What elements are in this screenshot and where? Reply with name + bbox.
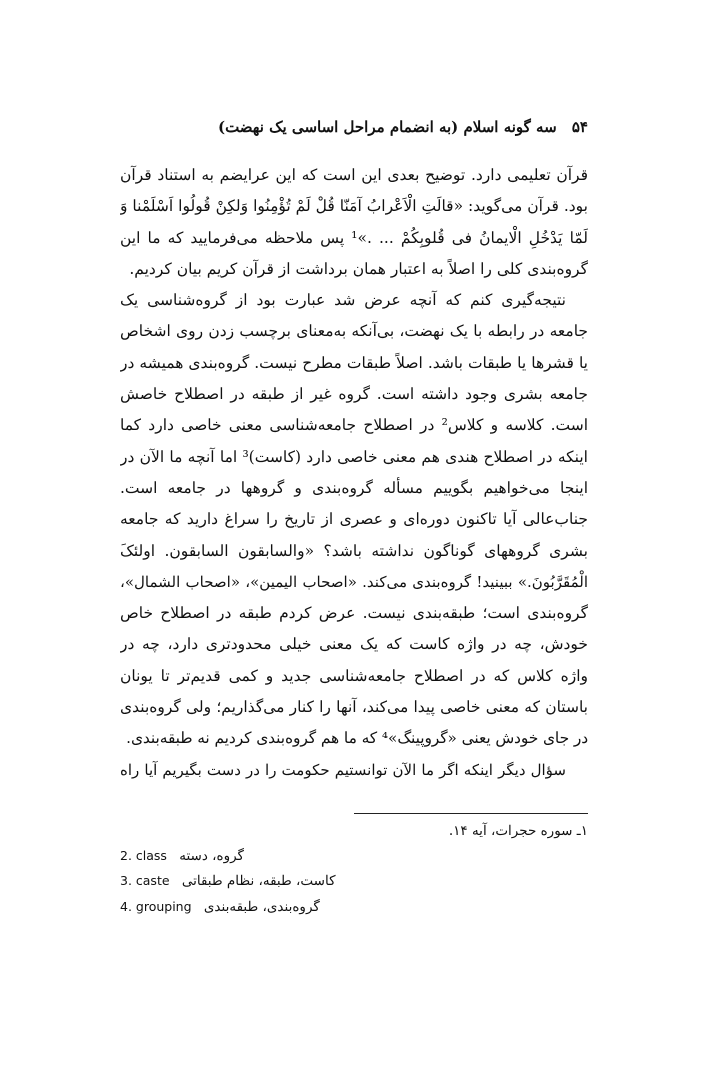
body-line: جامعه در رابطه با یک نهضت، بی‌آنکه به‌معنای برچسب زدن روی اشخاص — [120, 322, 588, 341]
footnote-1: ۱ـ سوره حجرات، آیه ۱۴. — [448, 823, 588, 839]
footnote-divider — [354, 813, 588, 814]
body-line: جامعه بشری وجود داشته است. گروه غیر از طبقه در اصطلاح خاصش — [120, 385, 588, 404]
footnote-3-translation: کاست، طبقه، نظام طبقاتی — [181, 873, 336, 889]
footnote-4 — [120, 896, 588, 918]
body-line: سؤال دیگر اینکه اگر ما الآن توانستیم حکومت را در دست بگیریم آیا راه — [120, 760, 566, 779]
body-line: در جای خودش یعنی «گروپینگ»⁴ که ما هم گروه‌بندی کردیم نه طبقه‌بندی. — [126, 729, 588, 748]
body-line: نتیجه‌گیری کنم که آنچه عرض شد عبارت بود از گروه‌شناسی یک — [120, 291, 566, 310]
body-line: بشری گروههای گوناگون نداشته باشد؟ «والسابقون السابقون. اولئکَ — [120, 541, 588, 560]
body-line: یا قشرها یا طبقات باشد. اصلاً طبقات مطرح نیست. گروه‌بندی همیشه در — [120, 353, 588, 372]
body-line: خودش، چه در واژه کاست که یک معنی خیلی محدودتری دارد، چه در — [120, 635, 588, 654]
footnote-4-term: 4. grouping — [120, 899, 192, 914]
body-line: الْمُقَرَّبُونَ.» ببینید! گروه‌بندی می‌کند. «اصحاب الیمین»، «اصحاب الشمال»، — [120, 572, 588, 591]
footnote-4-translation: گروه‌بندی، طبقه‌بندی — [203, 899, 320, 915]
page-number: ۵۴ — [571, 118, 588, 136]
running-head — [120, 118, 588, 136]
body-line: باستان که معنی خاصی پیدا می‌کند، آنها را کنار می‌گذاریم؛ ولی گروه‌بندی — [120, 698, 588, 717]
body-line: واژه کلاس که در اصطلاح جامعه‌شناسی جدید و کمی قدیم‌تر تا یونان — [120, 666, 588, 685]
body-line: گروه‌بندی است؛ طبقه‌بندی نیست. عرض کردم طبقه در اصطلاح خاص — [120, 604, 588, 623]
running-title: سه گونه اسلام (به انضمام مراحل اساسی یک نهضت) — [217, 118, 557, 136]
body-line: گروه‌بندی کلی را اصلاً به اعتبار همان برداشت از قرآن کریم بیان کردیم. — [129, 259, 588, 278]
footnote-3 — [120, 870, 588, 892]
body-line: بود. قرآن می‌گوید: «قالَتِ الْاَعْرابُ آمَنّا قُلْ لَمْ تُؤْمِنُوا وَلکِنْ قُولُوا اَسْلَمْنا وَ — [120, 197, 588, 216]
body-line: اینجا می‌خواهیم بگوییم مسأله گروه‌بندی و گروهها در جامعه است. — [120, 478, 588, 497]
body-line: است. کلاسه و کلاس² در اصطلاح جامعه‌شناسی معنی خاصی دارد کما — [120, 416, 588, 435]
footnote-2 — [120, 845, 588, 867]
body-line: قرآن تعلیمی دارد. توضیح بعدی این است که این عرایضم به استناد قرآن — [120, 166, 588, 184]
footnote-2-term: 2. class — [120, 848, 167, 863]
footnote-2-translation: گروه، دسته — [179, 848, 244, 864]
body-line: اینکه در اصطلاح هندی هم معنی خاصی دارد (کاست)³ اما آنچه ما الآن در — [120, 447, 588, 466]
body-line: جناب‌عالی آیا تاکنون دوره‌ای و عصری از تاریخ را سراغ دارید که جامعه — [120, 510, 588, 529]
body-text — [120, 160, 588, 786]
body-line: لَمّا یَدْخُلِ الْایمانُ فی قُلوبِکُمْ ... .»¹ پس ملاحظه می‌فرمایید که ما این — [120, 228, 588, 247]
footnote-3-term: 3. caste — [120, 873, 170, 888]
